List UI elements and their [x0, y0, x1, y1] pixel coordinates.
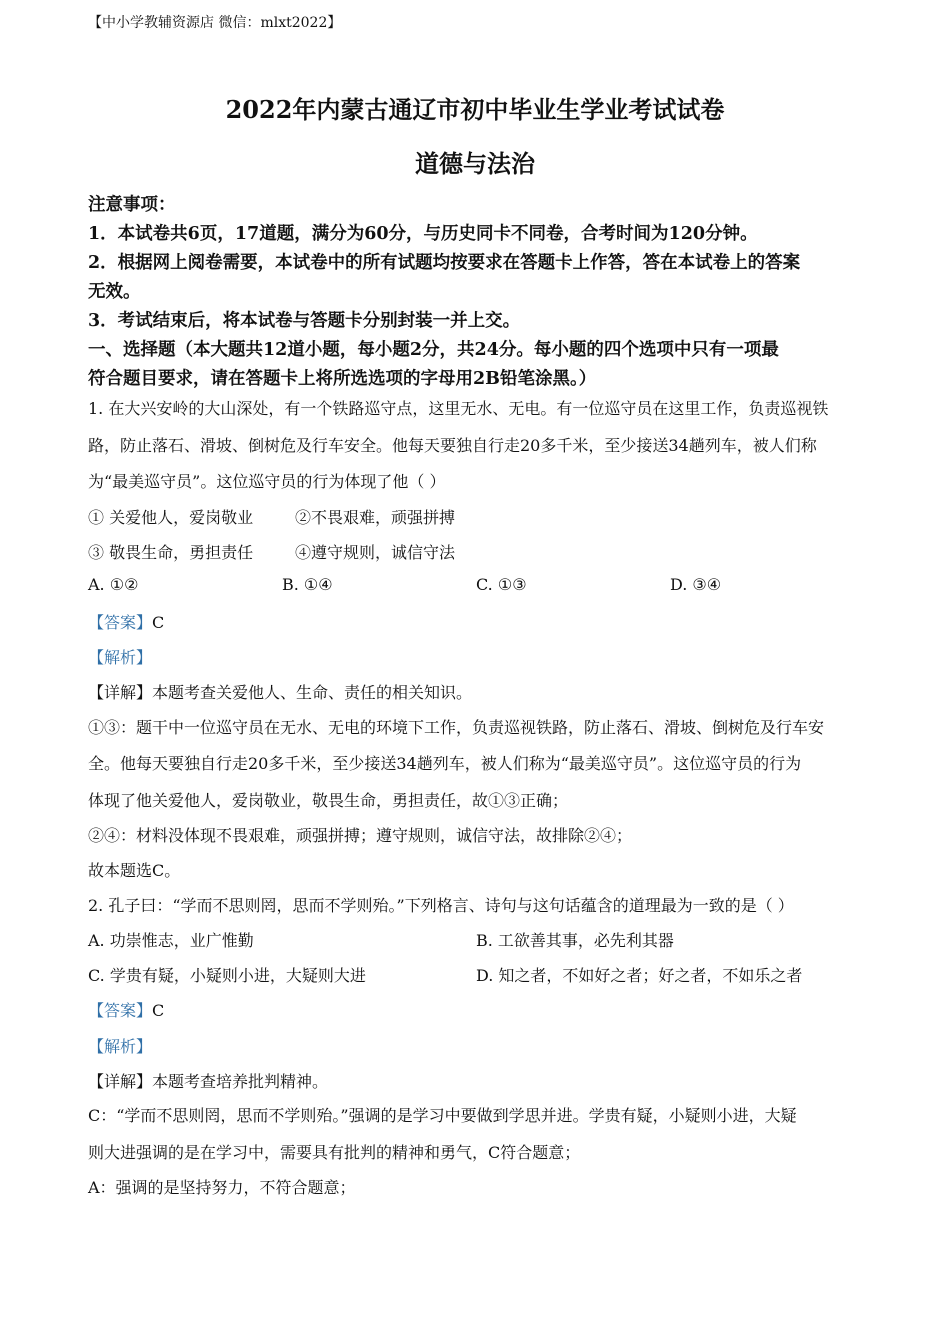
page-header-watermark: 【中小学教辅资源店 微信：mlxt2022】 — [88, 15, 342, 31]
q2-detail-2: C：“学而不思则罔，思而不学则殆。”强调的是学习中要做到学思并进。学贵有疑，小疑则小进，大疑 — [88, 1106, 797, 1125]
q1-statement-4: ④遵守规则，诚信守法 — [295, 543, 456, 562]
q1-analysis-label: 【解析】 — [88, 648, 153, 667]
q2-stem: 2. 孔子曰：“学而不思则罔，思而不学则殆。”下列格言、诗句与这句话蕴含的道理最为一致的是（ ） — [88, 896, 794, 915]
q1-detail-2: ①③：题干中一位巡守员在无水、无电的环境下工作，负责巡视铁路，防止落石、滑坡、倒树危及行车安 — [88, 718, 825, 737]
notice-item-3: 3．考试结束后，将本试卷与答题卡分别封装一并上交。 — [88, 311, 521, 331]
q1-option-d: D. ③④ — [670, 575, 722, 594]
answer-label: 【答案】 — [88, 613, 153, 632]
answer-label: 【答案】 — [88, 1001, 153, 1020]
q1-option-c: C. ①③ — [476, 575, 527, 594]
exam-title: 2022年内蒙古通辽市初中毕业生学业考试试卷 — [225, 95, 725, 124]
notice-item-2-cont: 无效。 — [88, 282, 141, 302]
q2-option-c: C. 学贵有疑，小疑则小进，大疑则大进 — [88, 966, 366, 985]
q2-analysis-label: 【解析】 — [88, 1037, 153, 1056]
q1-option-a: A. ①② — [88, 575, 139, 594]
q2-option-d: D. 知之者，不如好之者；好之者，不如乐之者 — [476, 966, 803, 985]
q1-detail-1: 【详解】本题考查关爱他人、生命、责任的相关知识。 — [88, 683, 473, 702]
q2-detail-1: 【详解】本题考查培养批判精神。 — [88, 1072, 329, 1091]
q1-statement-1: ① 关爱他人，爱岗敬业 — [88, 508, 254, 527]
q1-detail-5: ②④：材料没体现不畏艰难，顽强拼搏；遵守规则，诚信守法，故排除②④； — [88, 826, 633, 845]
answer-value: C — [152, 613, 165, 632]
exam-subject: 道德与法治 — [415, 149, 535, 178]
q2-answer — [88, 998, 868, 1021]
q1-option-b: B. ①④ — [282, 575, 333, 594]
q1-stem-line3: 为“最美巡守员”。这位巡守员的行为体现了他（ ） — [88, 472, 446, 491]
q1-detail-4: 体现了他关爱他人，爱岗敬业，敬畏生命，勇担责任，故①③正确； — [88, 791, 569, 810]
q1-detail-3: 全。他每天要独自行走20多千米，至少接送34趟列车，被人们称为“最美巡守员”。这位巡守员的行为 — [88, 754, 802, 773]
q2-detail-4: A：强调的是坚持努力，不符合题意； — [88, 1178, 356, 1197]
q2-option-b: B. 工欲善其事，必先利其器 — [476, 931, 674, 950]
q1-statement-3: ③ 敬畏生命，勇担责任 — [88, 543, 254, 562]
q1-stem-line2: 路，防止落石、滑坡、倒树危及行车安全。他每天要独自行走20多千米，至少接送34趟列车，被人们称 — [88, 436, 817, 455]
notice-heading: 注意事项： — [88, 195, 176, 215]
section-heading-cont: 符合题目要求，请在答题卡上将所选选项的字母用2B铅笔涂黑。） — [88, 369, 597, 389]
q2-detail-3: 则大进强调的是在学习中，需要具有批判的精神和勇气，C符合题意； — [88, 1143, 581, 1162]
notice-item-1: 1．本试卷共6页，17道题，满分为60分，与历史同卡不同卷，合考时间为120分钟。 — [88, 224, 758, 244]
q1-detail-6: 故本题选C。 — [88, 861, 181, 880]
q1-answer — [88, 610, 868, 633]
q1-statement-2: ②不畏艰难，顽强拼搏 — [295, 508, 456, 527]
notice-item-2: 2．根据网上阅卷需要，本试卷中的所有试题均按要求在答题卡上作答，答在本试卷上的答案 — [88, 253, 801, 273]
q1-stem-line1: 1. 在大兴安岭的大山深处，有一个铁路巡守点，这里无水、无电。有一位巡守员在这里工作，负责巡视铁 — [88, 399, 829, 418]
q2-option-a: A. 功崇惟志，业广惟勤 — [88, 931, 254, 950]
section-heading: 一、选择题（本大题共12道小题，每小题2分，共24分。每小题的四个选项中只有一项最 — [88, 340, 779, 360]
answer-value: C — [152, 1001, 165, 1020]
